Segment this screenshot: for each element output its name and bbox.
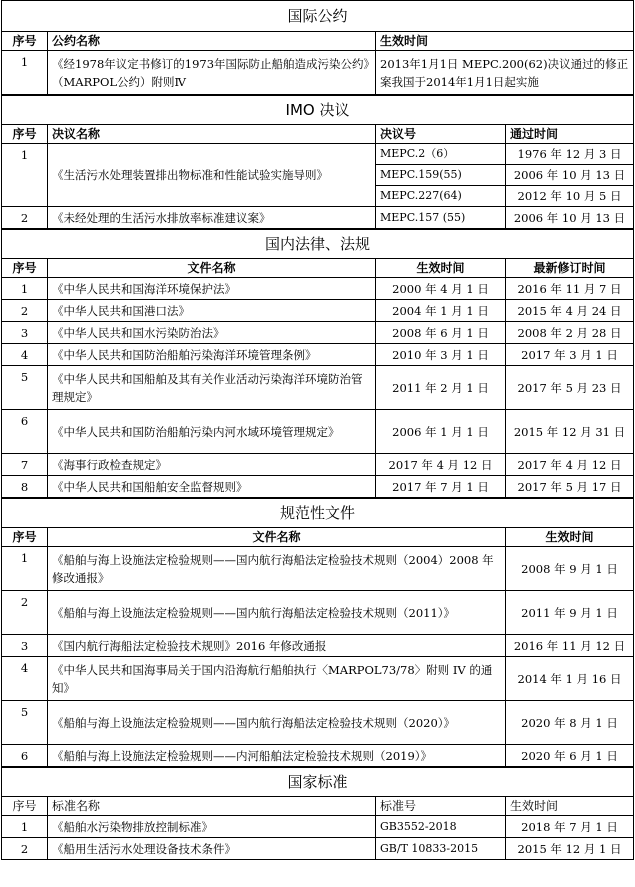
intl-conventions-table <box>1 0 634 95</box>
row-effective: 2011 年 9 月 1 日 <box>506 591 634 635</box>
table-row <box>2 657 634 701</box>
row-name: 《中华人民共和国防治船舶污染海洋环境管理条例》 <box>48 344 376 366</box>
row-date: 1976 年 12 月 3 日 <box>506 144 634 165</box>
row-effective: 2008 年 9 月 1 日 <box>506 547 634 591</box>
intl-header-name: 公约名称 <box>48 32 376 51</box>
table-row <box>2 454 634 476</box>
table-row <box>2 816 634 838</box>
row-effective: 2020 年 6 月 1 日 <box>506 745 634 767</box>
intl-section-title: 国际公约 <box>2 1 634 32</box>
row-name: 《中华人民共和国港口法》 <box>48 300 376 322</box>
row-name: 《生活污水处理装置排出物标准和性能试验实施导则》 <box>48 144 376 207</box>
row-effective: 2006 年 1 月 1 日 <box>376 410 506 454</box>
row-name: 《中华人民共和国船舶安全监督规则》 <box>48 476 376 498</box>
row-name: 《中华人民共和国水污染防治法》 <box>48 322 376 344</box>
row-effective: 2020 年 8 月 1 日 <box>506 701 634 745</box>
imo-section-title: IMO 决议 <box>2 96 634 125</box>
row-name: 《中华人民共和国船舶及其有关作业活动污染海洋环境防治管理规定》 <box>48 366 376 410</box>
imo-header-name: 决议名称 <box>48 125 376 144</box>
row-code: MEPC.2（6） <box>376 144 506 165</box>
row-no: 2 <box>2 838 48 860</box>
row-name: 《未经处理的生活污水排放率标准建议案》 <box>48 207 376 229</box>
table-row <box>2 366 634 410</box>
national-header-name: 标准名称 <box>48 797 376 816</box>
domestic-header-revised: 最新修订时间 <box>506 259 634 278</box>
table-row <box>2 51 634 95</box>
row-no: 2 <box>2 591 48 635</box>
row-effective: 2011 年 2 月 1 日 <box>376 366 506 410</box>
row-name: 《船舶与海上设施法定检验规则——内河船舶法定检验技术规则（2019）》 <box>48 745 506 767</box>
imo-header-code: 决议号 <box>376 125 506 144</box>
intl-header-no: 序号 <box>2 32 48 51</box>
row-name: 《船用生活污水处理设备技术条件》 <box>48 838 376 860</box>
row-code: GB/T 10833-2015 <box>376 838 506 860</box>
national-header-effective: 生效时间 <box>506 797 634 816</box>
table-row <box>2 410 634 454</box>
row-code: GB3552-2018 <box>376 816 506 838</box>
table-row <box>2 838 634 860</box>
table-row <box>2 591 634 635</box>
table-row <box>2 745 634 767</box>
row-revised: 2016 年 11 月 7 日 <box>506 278 634 300</box>
row-code: MEPC.227(64) <box>376 186 506 207</box>
domestic-header-effective: 生效时间 <box>376 259 506 278</box>
domestic-header-name: 文件名称 <box>48 259 376 278</box>
domestic-section-title: 国内法律、法规 <box>2 230 634 259</box>
intl-header-effective: 生效时间 <box>376 32 634 51</box>
row-name: 《国内航行海船法定检验技术规则》2016 年修改通报 <box>48 635 506 657</box>
national-standards-table <box>1 767 634 860</box>
normative-section-title: 规范性文件 <box>2 499 634 528</box>
normative-header-name: 文件名称 <box>48 528 506 547</box>
row-no: 2 <box>2 300 48 322</box>
row-no: 3 <box>2 635 48 657</box>
row-no: 8 <box>2 476 48 498</box>
row-revised: 2015 年 4 月 24 日 <box>506 300 634 322</box>
row-code: MEPC.159(55) <box>376 165 506 186</box>
row-no: 4 <box>2 657 48 701</box>
row-effective: 2013年1月1日 MEPC.200(62)决议通过的修正案我国于2014年1月1日起实施 <box>376 51 634 95</box>
row-name: 《中华人民共和国防治船舶污染内河水域环境管理规定》 <box>48 410 376 454</box>
table-row <box>2 701 634 745</box>
row-no: 4 <box>2 344 48 366</box>
national-header-code: 标准号 <box>376 797 506 816</box>
row-revised: 2015 年 12 月 31 日 <box>506 410 634 454</box>
table-row <box>2 207 634 229</box>
row-no: 5 <box>2 701 48 745</box>
row-no: 5 <box>2 366 48 410</box>
normative-header-no: 序号 <box>2 528 48 547</box>
row-effective: 2016 年 11 月 12 日 <box>506 635 634 657</box>
row-no: 1 <box>2 816 48 838</box>
row-name: 《船舶与海上设施法定检验规则——国内航行海船法定检验技术规则（2020）》 <box>48 701 506 745</box>
row-revised: 2017 年 3 月 1 日 <box>506 344 634 366</box>
row-date: 2006 年 10 月 13 日 <box>506 207 634 229</box>
normative-header-effective: 生效时间 <box>506 528 634 547</box>
imo-header-no: 序号 <box>2 125 48 144</box>
row-revised: 2008 年 2 月 28 日 <box>506 322 634 344</box>
row-no: 1 <box>2 51 48 95</box>
domestic-header-no: 序号 <box>2 259 48 278</box>
row-name: 《船舶水污染物排放控制标准》 <box>48 816 376 838</box>
row-effective: 2015 年 12 月 1 日 <box>506 838 634 860</box>
table-row <box>2 547 634 591</box>
row-revised: 2017 年 5 月 23 日 <box>506 366 634 410</box>
row-name: 《经1978年议定书修订的1973年国际防止船舶造成污染公约》（MARPOL公约）附则Ⅳ <box>48 51 376 95</box>
row-effective: 2014 年 1 月 16 日 <box>506 657 634 701</box>
regulations-document <box>1 0 634 860</box>
row-no: 7 <box>2 454 48 476</box>
row-effective: 2010 年 3 月 1 日 <box>376 344 506 366</box>
table-row <box>2 322 634 344</box>
national-section-title: 国家标准 <box>2 768 634 797</box>
row-effective: 2004 年 1 月 1 日 <box>376 300 506 322</box>
row-date: 2006 年 10 月 13 日 <box>506 165 634 186</box>
row-revised: 2017 年 4 月 12 日 <box>506 454 634 476</box>
row-name: 《船舶与海上设施法定检验规则——国内航行海船法定检验技术规则（2011）》 <box>48 591 506 635</box>
row-no: 6 <box>2 745 48 767</box>
table-row <box>2 300 634 322</box>
row-effective: 2018 年 7 月 1 日 <box>506 816 634 838</box>
national-header-no: 序号 <box>2 797 48 816</box>
row-name: 《船舶与海上设施法定检验规则——国内航行海船法定检验技术规则（2004）2008 年修改通报》 <box>48 547 506 591</box>
row-no: 1 <box>2 547 48 591</box>
row-name: 《中华人民共和国海洋环境保护法》 <box>48 278 376 300</box>
row-code: MEPC.157 (55) <box>376 207 506 229</box>
row-no: 1 <box>2 144 48 207</box>
table-row <box>2 635 634 657</box>
imo-header-date: 通过时间 <box>506 125 634 144</box>
table-row <box>2 344 634 366</box>
row-name: 《海事行政检查规定》 <box>48 454 376 476</box>
table-row <box>2 278 634 300</box>
domestic-laws-table <box>1 229 634 498</box>
row-revised: 2017 年 5 月 17 日 <box>506 476 634 498</box>
row-effective: 2017 年 7 月 1 日 <box>376 476 506 498</box>
imo-resolutions-table <box>1 95 634 229</box>
row-effective: 2000 年 4 月 1 日 <box>376 278 506 300</box>
row-no: 1 <box>2 278 48 300</box>
row-name: 《中华人民共和国海事局关于国内沿海航行船舶执行〈MARPOL73/78〉附则 IV 的通 知》 <box>48 657 506 701</box>
row-no: 3 <box>2 322 48 344</box>
row-date: 2012 年 10 月 5 日 <box>506 186 634 207</box>
row-effective: 2008 年 6 月 1 日 <box>376 322 506 344</box>
table-row <box>2 144 634 165</box>
normative-docs-table <box>1 498 634 767</box>
row-no: 6 <box>2 410 48 454</box>
row-effective: 2017 年 4 月 12 日 <box>376 454 506 476</box>
table-row <box>2 476 634 498</box>
row-no: 2 <box>2 207 48 229</box>
